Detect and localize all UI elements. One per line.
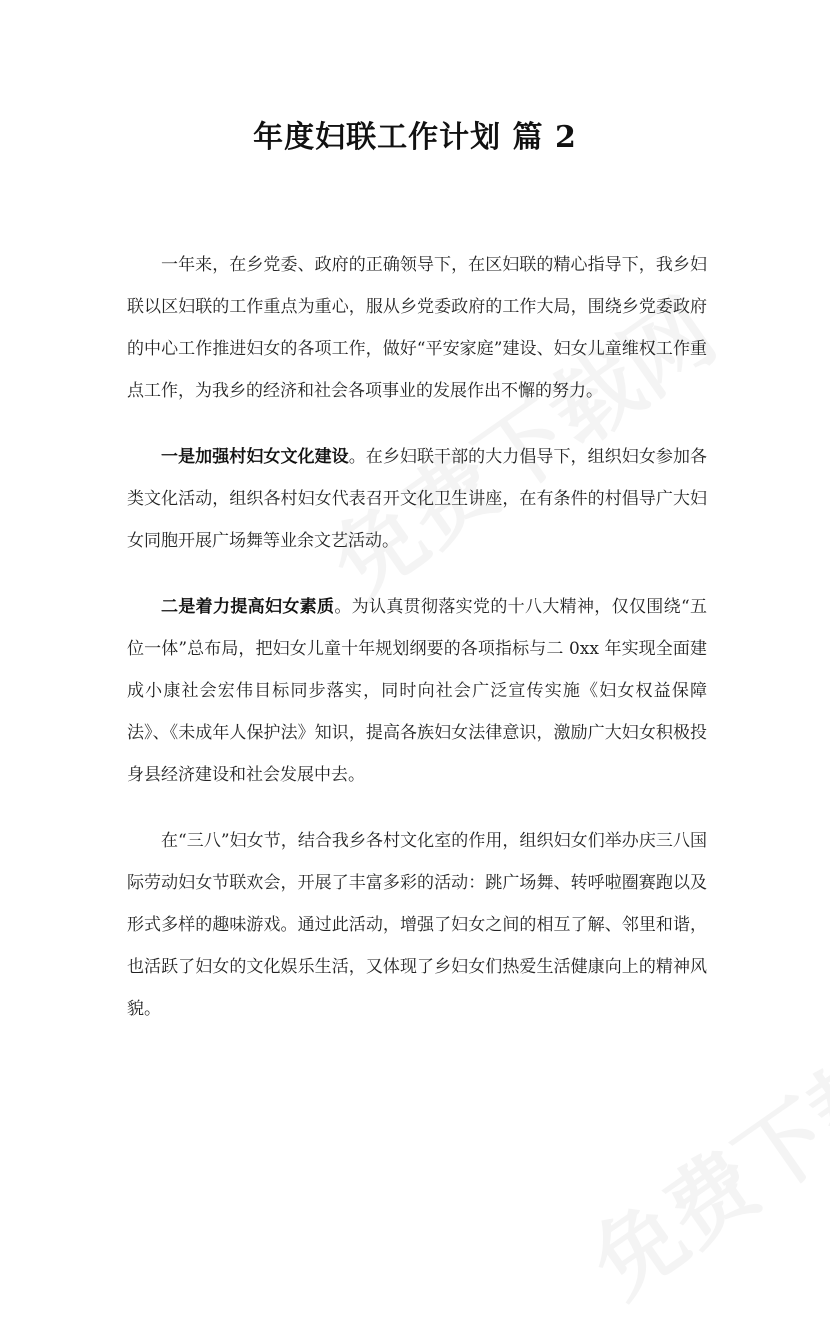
paragraph-4 <box>127 820 707 1030</box>
paragraph-lead: 二是着力提高妇女素质 <box>161 597 335 617</box>
paragraph-text: 。在乡妇联干部的大力倡导下，组织妇女参加各类文化活动，组织各村妇女代表召开文化卫生讲座，在有条件的村倡导广大妇女同胞开展广场舞等业余文艺活动。 <box>127 447 708 551</box>
paragraph-lead: 一是加强村妇女文化建设 <box>161 447 349 467</box>
paragraph-1 <box>127 244 707 412</box>
paragraph-3 <box>127 586 707 796</box>
document-body <box>127 244 707 1054</box>
document-title: 年度妇联工作计划 篇 2 <box>253 120 577 155</box>
paragraph-text: 在“三八”妇女节，结合我乡各村文化室的作用，组织妇女们举办庆三八国际劳动妇女节联欢会，开展了丰富多彩的活动：跳广场舞、转呼啦圈赛跑以及形式多样的趣味游戏。通过此活动，增强了妇女之间的相互了解、邻里和谐，也活跃了妇女的文化娱乐生活，又体现了乡妇女们热爱生活健康向上的精神风貌。 <box>127 831 707 1019</box>
paragraph-text: 一年来，在乡党委、政府的正确领导下，在区妇联的精心指导下，我乡妇联以区妇联的工作重点为重心，服从乡党委政府的工作大局，围绕乡党委政府的中心工作推进妇女的各项工作，做好“平安家庭”建设、妇女儿童维权工作重点工作，为我乡的经济和社会各项事业的发展作出不懈的努力。 <box>127 255 707 401</box>
paragraph-2 <box>127 436 707 562</box>
paragraph-text: 。为认真贯彻落实党的十八大精神，仅仅围绕“五位一体”总布局，把妇女儿童十年规划纲要的各项指标与二 0xx 年实现全面建成小康社会宏伟目标同步落实，同时向社会广泛宣传实施《妇女权益保障法》、《未成年人保护法》知识，提高各族妇女法律意识，激励广大妇女积极投身县经济建设和社会发展中去。 <box>127 597 707 785</box>
